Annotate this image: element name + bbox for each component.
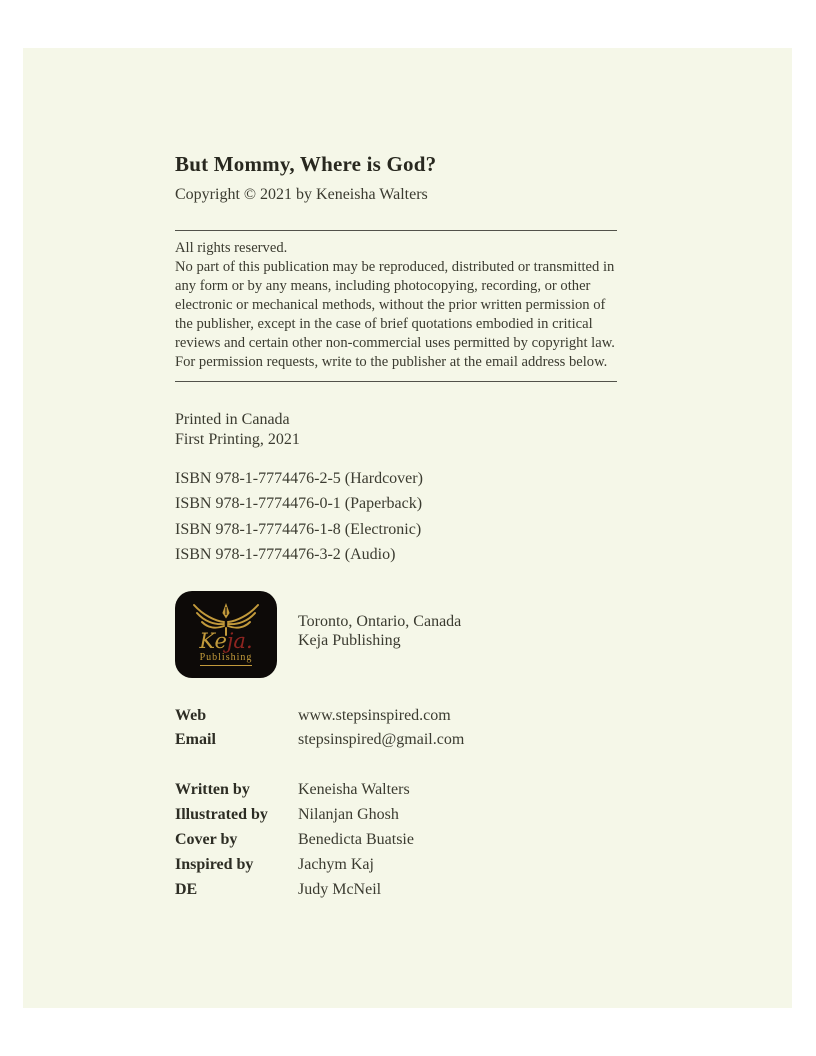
credit-row-illustrated (175, 802, 617, 827)
publisher-location: Toronto, Ontario, Canada (298, 612, 462, 630)
publisher-row (175, 591, 617, 678)
contact-row-email (175, 728, 617, 753)
isbn-hardcover: ISBN 978-1-7774476-2-5 (Hardcover) (175, 470, 423, 487)
book-page (23, 48, 792, 1008)
printed-in-line: Printed in Canada (175, 411, 290, 428)
first-printing-line: First Printing, 2021 (175, 430, 300, 448)
keja-publishing-logo (175, 591, 277, 678)
illustrated-by-label: Illustrated by (175, 805, 268, 823)
inspired-by-value: Jachym Kaj (298, 855, 374, 873)
email-label: Email (175, 731, 216, 749)
rights-paragraph (175, 239, 617, 372)
written-by-value: Keneisha Walters (298, 780, 410, 798)
cover-by-label: Cover by (175, 830, 238, 848)
email-address: stepsinspired@gmail.com (298, 731, 465, 749)
logo-dot: . (245, 629, 253, 654)
publisher-name: Keja Publishing (298, 631, 401, 649)
credit-row-de (175, 877, 617, 902)
isbn-paperback: ISBN 978-1-7774476-0-1 (Paperback) (175, 495, 423, 513)
logo-word-red: ja (226, 629, 246, 654)
website-url: www.stepsinspired.com (298, 706, 451, 724)
credit-row-written (175, 777, 617, 802)
contact-row-web (175, 704, 617, 729)
de-value: Judy McNeil (298, 880, 382, 898)
rights-body: No part of this publication may be reproduced, distributed or transmitted in any form or by any means, including photocopying, recording, or other electronic or mechanical methods, without the prior written permission of the publisher, except in the case of brief quotations embodied in critical reviews and certain other non-commercial uses permitted by copyright law. For permission requests, write to the publisher at the email address below. (175, 259, 615, 370)
logo-wordmark (199, 630, 252, 652)
credit-row-inspired (175, 852, 617, 877)
inspired-by-label: Inspired by (175, 855, 254, 873)
web-label: Web (175, 706, 207, 724)
contact-block (175, 704, 617, 753)
printing-info (175, 410, 617, 449)
logo-word-gold: Ke (199, 629, 227, 654)
written-by-label: Written by (175, 780, 250, 798)
rights-line1: All rights reserved. (175, 240, 288, 256)
book-title: But Mommy, Where is God? (175, 152, 437, 176)
isbn-audio: ISBN 978-1-7774476-3-2 (Audio) (175, 546, 396, 564)
divider-bottom (175, 381, 617, 382)
de-label: DE (175, 880, 198, 898)
publisher-info (298, 591, 461, 650)
divider-top (175, 230, 617, 231)
isbn-list (175, 466, 617, 568)
logo-subtitle: Publishing (200, 652, 253, 666)
credits-block (175, 777, 617, 902)
copyright-line: Copyright © 2021 by Keneisha Walters (175, 186, 428, 203)
page-content (175, 48, 617, 902)
credit-row-cover (175, 827, 617, 852)
isbn-electronic: ISBN 978-1-7774476-1-8 (Electronic) (175, 520, 422, 538)
cover-by-value: Benedicta Buatsie (298, 830, 414, 848)
illustrated-by-value: Nilanjan Ghosh (298, 805, 399, 823)
